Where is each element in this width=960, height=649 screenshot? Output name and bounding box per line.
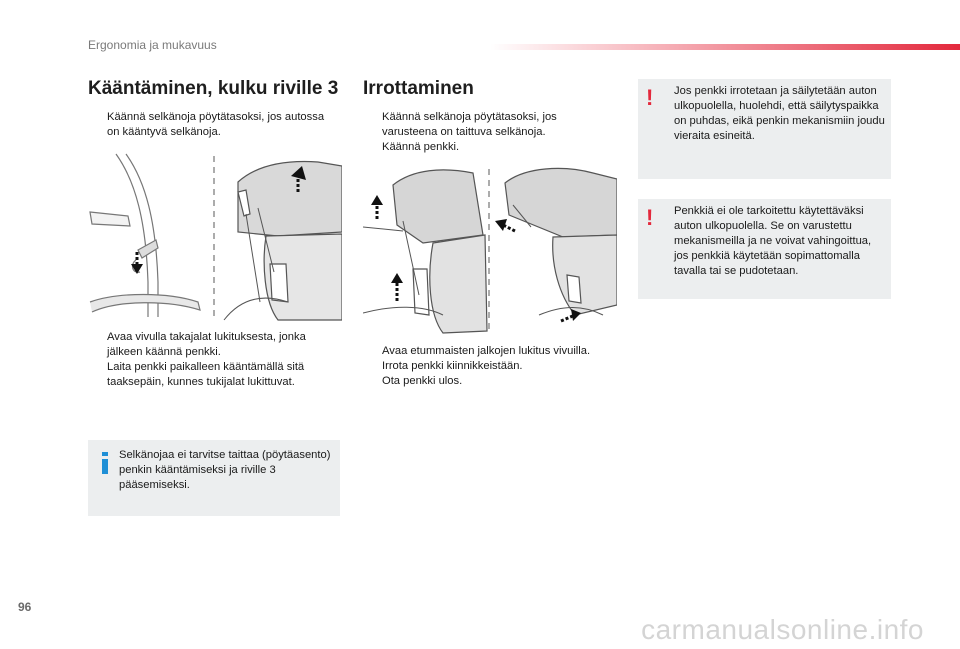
checkbox-bullet-icon bbox=[363, 359, 382, 374]
checkbox-bullet-icon bbox=[363, 344, 382, 359]
list-item bbox=[363, 110, 608, 140]
warning-text: Penkkiä ei ole tarkoitettu käytettäväksi auton ulkopuolella. Se on varustettu mekanismeilla ja ne voivat vahingoittua, jos penkkiä käytetään sopimattomalla tavalla tai se pudotetaan. bbox=[674, 205, 872, 277]
rotation-step1-list bbox=[88, 110, 328, 140]
heading-removal: Irrottaminen bbox=[363, 78, 474, 99]
list-item bbox=[88, 330, 328, 360]
header-accent-bar bbox=[490, 44, 960, 50]
list-item bbox=[88, 110, 328, 140]
info-note-text: Selkänojaa ei tarvitse taittaa (pöytäasento) penkin kääntämiseksi ja riville 3 pääsemiseksi. bbox=[119, 449, 331, 491]
list-item bbox=[363, 140, 608, 155]
instruction-text: Avaa etummaisten jalkojen lukitus vivuilla. bbox=[382, 345, 591, 357]
checkbox-bullet-icon bbox=[363, 374, 382, 389]
instruction-text: Laita penkki paikalleen kääntämällä sitä taaksepäin, kunnes tukijalat lukittuvat. bbox=[107, 361, 305, 388]
seat-removal-illustration bbox=[363, 165, 617, 337]
instruction-text: Irrota penkki kiinnikkeistään. bbox=[382, 360, 523, 372]
warning-icon: ! bbox=[646, 205, 654, 230]
instruction-text: Käännä selkänoja pöytätasoksi, jos autossa on kääntyvä selkänoja. bbox=[107, 111, 325, 138]
list-item bbox=[363, 344, 623, 359]
rotation-step2-list bbox=[88, 330, 328, 390]
checkbox-bullet-icon bbox=[363, 140, 382, 155]
page-number: 96 bbox=[18, 600, 32, 614]
info-icon bbox=[98, 452, 112, 474]
instruction-text: Avaa vivulla takajalat lukituksesta, jonka jälkeen käännä penkki. bbox=[107, 331, 306, 358]
seat-rotation-illustration bbox=[88, 152, 342, 322]
checkbox-bullet-icon bbox=[88, 330, 107, 360]
instruction-text: Käännä selkänoja pöytätasoksi, jos varusteena on taittuva selkänoja. bbox=[382, 111, 557, 138]
info-note-box bbox=[88, 440, 340, 516]
checkbox-bullet-icon bbox=[88, 360, 107, 390]
warning-box-storage bbox=[638, 79, 891, 179]
checkbox-bullet-icon bbox=[88, 110, 107, 140]
list-item bbox=[363, 374, 623, 389]
heading-rotation: Kääntäminen, kulku riville 3 bbox=[88, 78, 339, 99]
list-item bbox=[363, 359, 623, 374]
instruction-text: Ota penkki ulos. bbox=[382, 375, 463, 387]
section-title: Ergonomia ja mukavuus bbox=[88, 38, 217, 52]
watermark: carmanualsonline.info bbox=[641, 614, 924, 645]
removal-step1-list bbox=[363, 110, 608, 155]
warning-icon: ! bbox=[646, 85, 654, 110]
list-item bbox=[88, 360, 328, 390]
warning-text: Jos penkki irrotetaan ja säilytetään auton ulkopuolella, huolehdi, että säilytyspaikka on puhdas, eikä penkin mekanismiin joudu vieraita esineitä. bbox=[674, 85, 885, 142]
warning-box-usage bbox=[638, 199, 891, 299]
checkbox-bullet-icon bbox=[363, 110, 382, 140]
removal-step2-list bbox=[363, 344, 623, 389]
instruction-text: Käännä penkki. bbox=[382, 141, 460, 153]
